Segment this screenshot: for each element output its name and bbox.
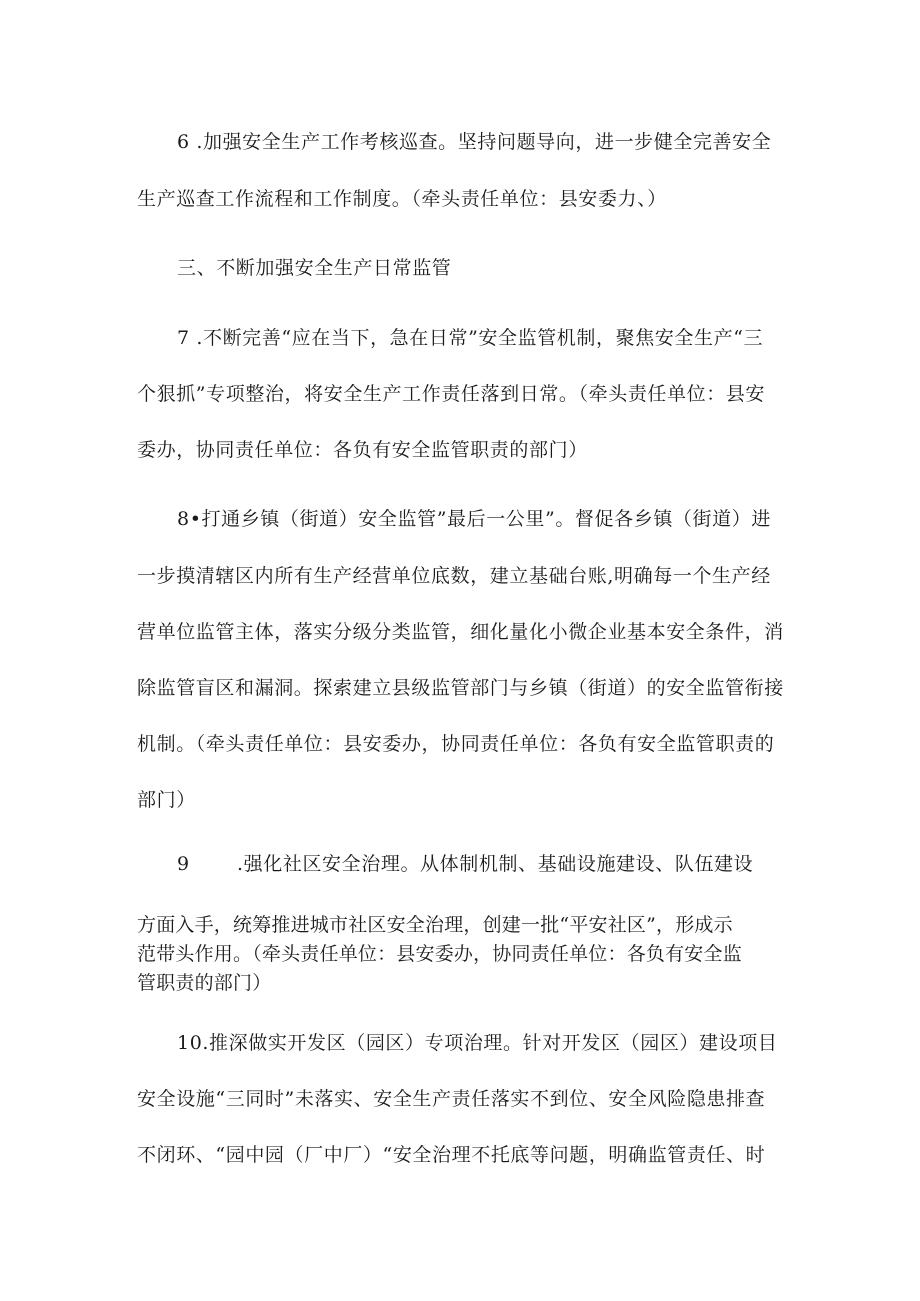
p7-line-3: 委办，协同责任单位：各负有安全监管职责的部门） — [137, 439, 588, 461]
p10-line-3: 不闭环、“园中园（厂中厂）“安全治理不托底等问题，明确监管责任、时 — [137, 1144, 766, 1166]
section-heading: 三、不断加强安全生产日常监管 — [177, 257, 452, 279]
p7-line-2: 个狠抓”专项整治，将安全生产工作责任落到日常。（牵头责任单位：县安 — [137, 383, 766, 405]
p9-line-2: 方面入手，统筹推进城市社区安全治理，创建一批“平安社区”，形成示 — [137, 914, 733, 936]
p9-line-4: 管职责的部门） — [137, 972, 272, 994]
p8-line-1: 8•打通乡镇（街道）安全监管”最后一公里”。督促各乡镇（街道）进 — [177, 508, 771, 530]
p8-line-5: 机制。（牵头责任单位：县安委办，协同责任单位：各负有安全监管职责的 — [137, 733, 775, 755]
p9-line-3: 范带头作用。（牵头责任单位：县安委办，协同责任单位：各负有安全监 — [137, 943, 742, 965]
p10-line-2: 安全设施“三同时”未落实、安全生产责任落实不到位、安全风险隐患排查 — [137, 1088, 766, 1110]
p9-number: 9 — [177, 853, 190, 875]
p7-line-1: 7 .不断完善“应在当下，急在日常”安全监管机制，聚焦安全生产“三 — [177, 327, 764, 349]
p9-line-1 — [177, 852, 837, 876]
p9-line-1-text: .强化社区安全治理。从体制机制、基础设施建设、队伍建设 — [237, 853, 754, 875]
p8-line-3: 营单位监管主体，落实分级分类监管，细化量化小微企业基本安全条件，消 — [137, 621, 784, 643]
p8-line-4: 除监管盲区和漏洞。探索建立县级监管部门与乡镇（街道）的安全监管衔接 — [137, 677, 784, 699]
p8-line-6: 部门） — [137, 789, 196, 811]
p6-line-1: 6 .加强安全生产工作考核巡查。坚持问题导向，进一步健全完善安全 — [177, 131, 772, 153]
p10-line-1: 10.推深做实开发区（园区）专项治理。针对开发区（园区）建设项目 — [177, 1032, 778, 1054]
p6-line-2: 生产巡查工作流程和工作制度。（牵头责任单位：县安委力、） — [137, 188, 667, 210]
p8-line-2: 一步摸清辖区内所有生产经营单位底数，建立基础台账,明确每一个生产经 — [137, 565, 771, 587]
